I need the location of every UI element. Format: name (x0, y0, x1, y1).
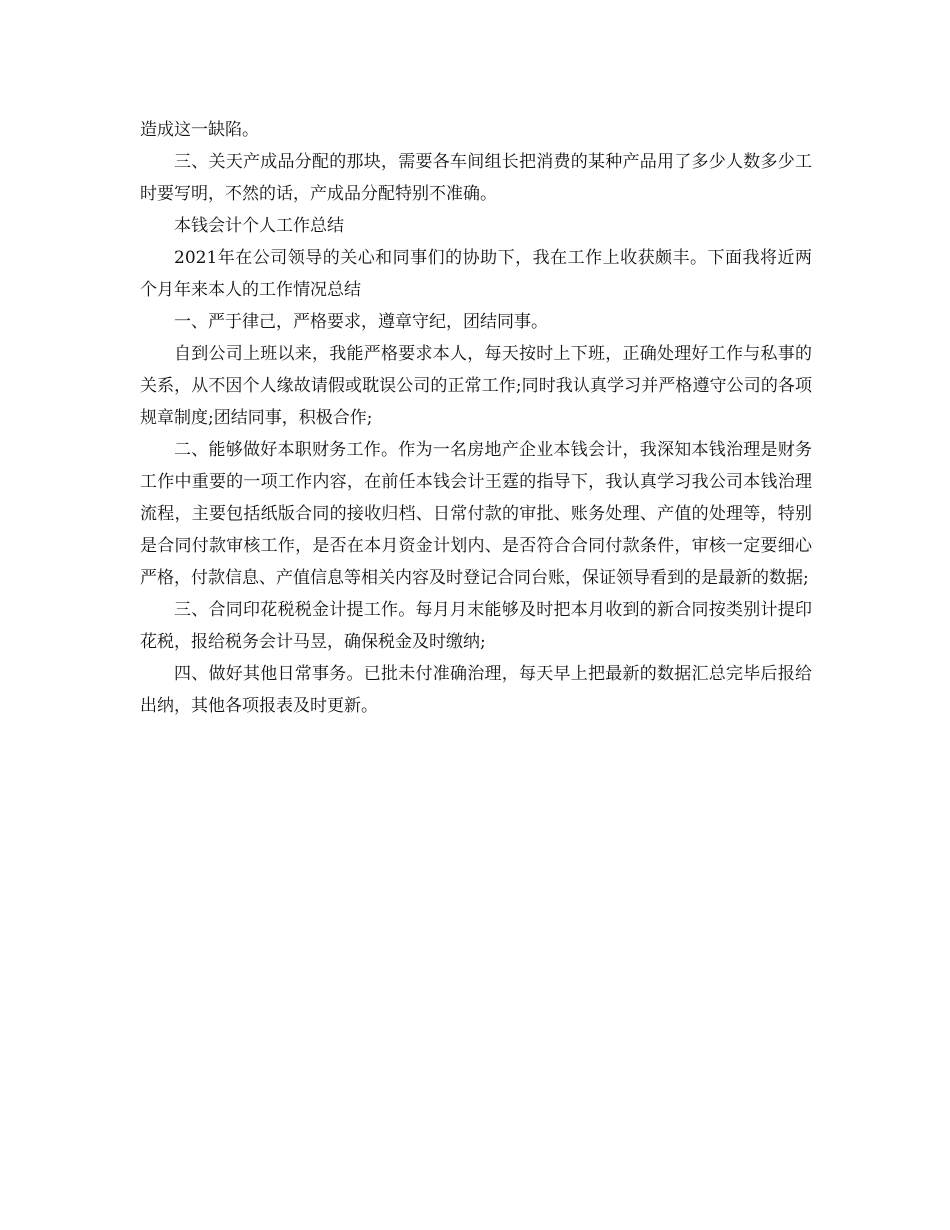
paragraph-item-three-distribution: 三、关天产成品分配的那块，需要各车间组长把消费的某种产品用了多少人数多少工时要写明，不然的话，产成品分配特别不准确。 (140, 152, 812, 204)
document-body (140, 114, 812, 722)
paragraph-continuation: 造成这一缺陷。 (140, 120, 259, 140)
paragraph-item-three-stamp-tax: 三、合同印花税税金计提工作。每月月末能够及时把本月收到的新合同按类别计提印花税，报给税务会计马昱，确保税金及时缴纳; (140, 600, 812, 652)
paragraph-item-one: 一、严于律己，严格要求，遵章守纪，团结同事。 (174, 312, 548, 332)
paragraph-self-discipline: 自到公司上班以来，我能严格要求本人，每天按时上下班，正确处理好工作与私事的关系，从不因个人缘故请假或耽误公司的正常工作;同时我认真学习并严格遵守公司的各项规章制度;团结同事，积极合作; (140, 344, 812, 428)
paragraph-item-four: 四、做好其他日常事务。已批未付准确治理，每天早上把最新的数据汇总完毕后报给出纳，其他各项报表及时更新。 (140, 664, 812, 716)
paragraph-item-two: 二、能够做好本职财务工作。作为一名房地产企业本钱会计，我深知本钱治理是财务工作中重要的一项工作内容，在前任本钱会计王霆的指导下，我认真学习我公司本钱治理流程，主要包括纸版合同的接收归档、日常付款的审批、账务处理、产值的处理等，特别是合同付款审核工作，是否在本月资金计划内、是否符合合同付款条件，审核一定要细心严格，付款信息、产值信息等相关内容及时登记合同台账，保证领导看到的是最新的数据; (140, 440, 812, 588)
section-title: 本钱会计个人工作总结 (174, 216, 344, 236)
paragraph-intro: 2021年在公司领导的关心和同事们的协助下，我在工作上收获颇丰。下面我将近两个月年来本人的工作情况总结 (140, 248, 812, 300)
